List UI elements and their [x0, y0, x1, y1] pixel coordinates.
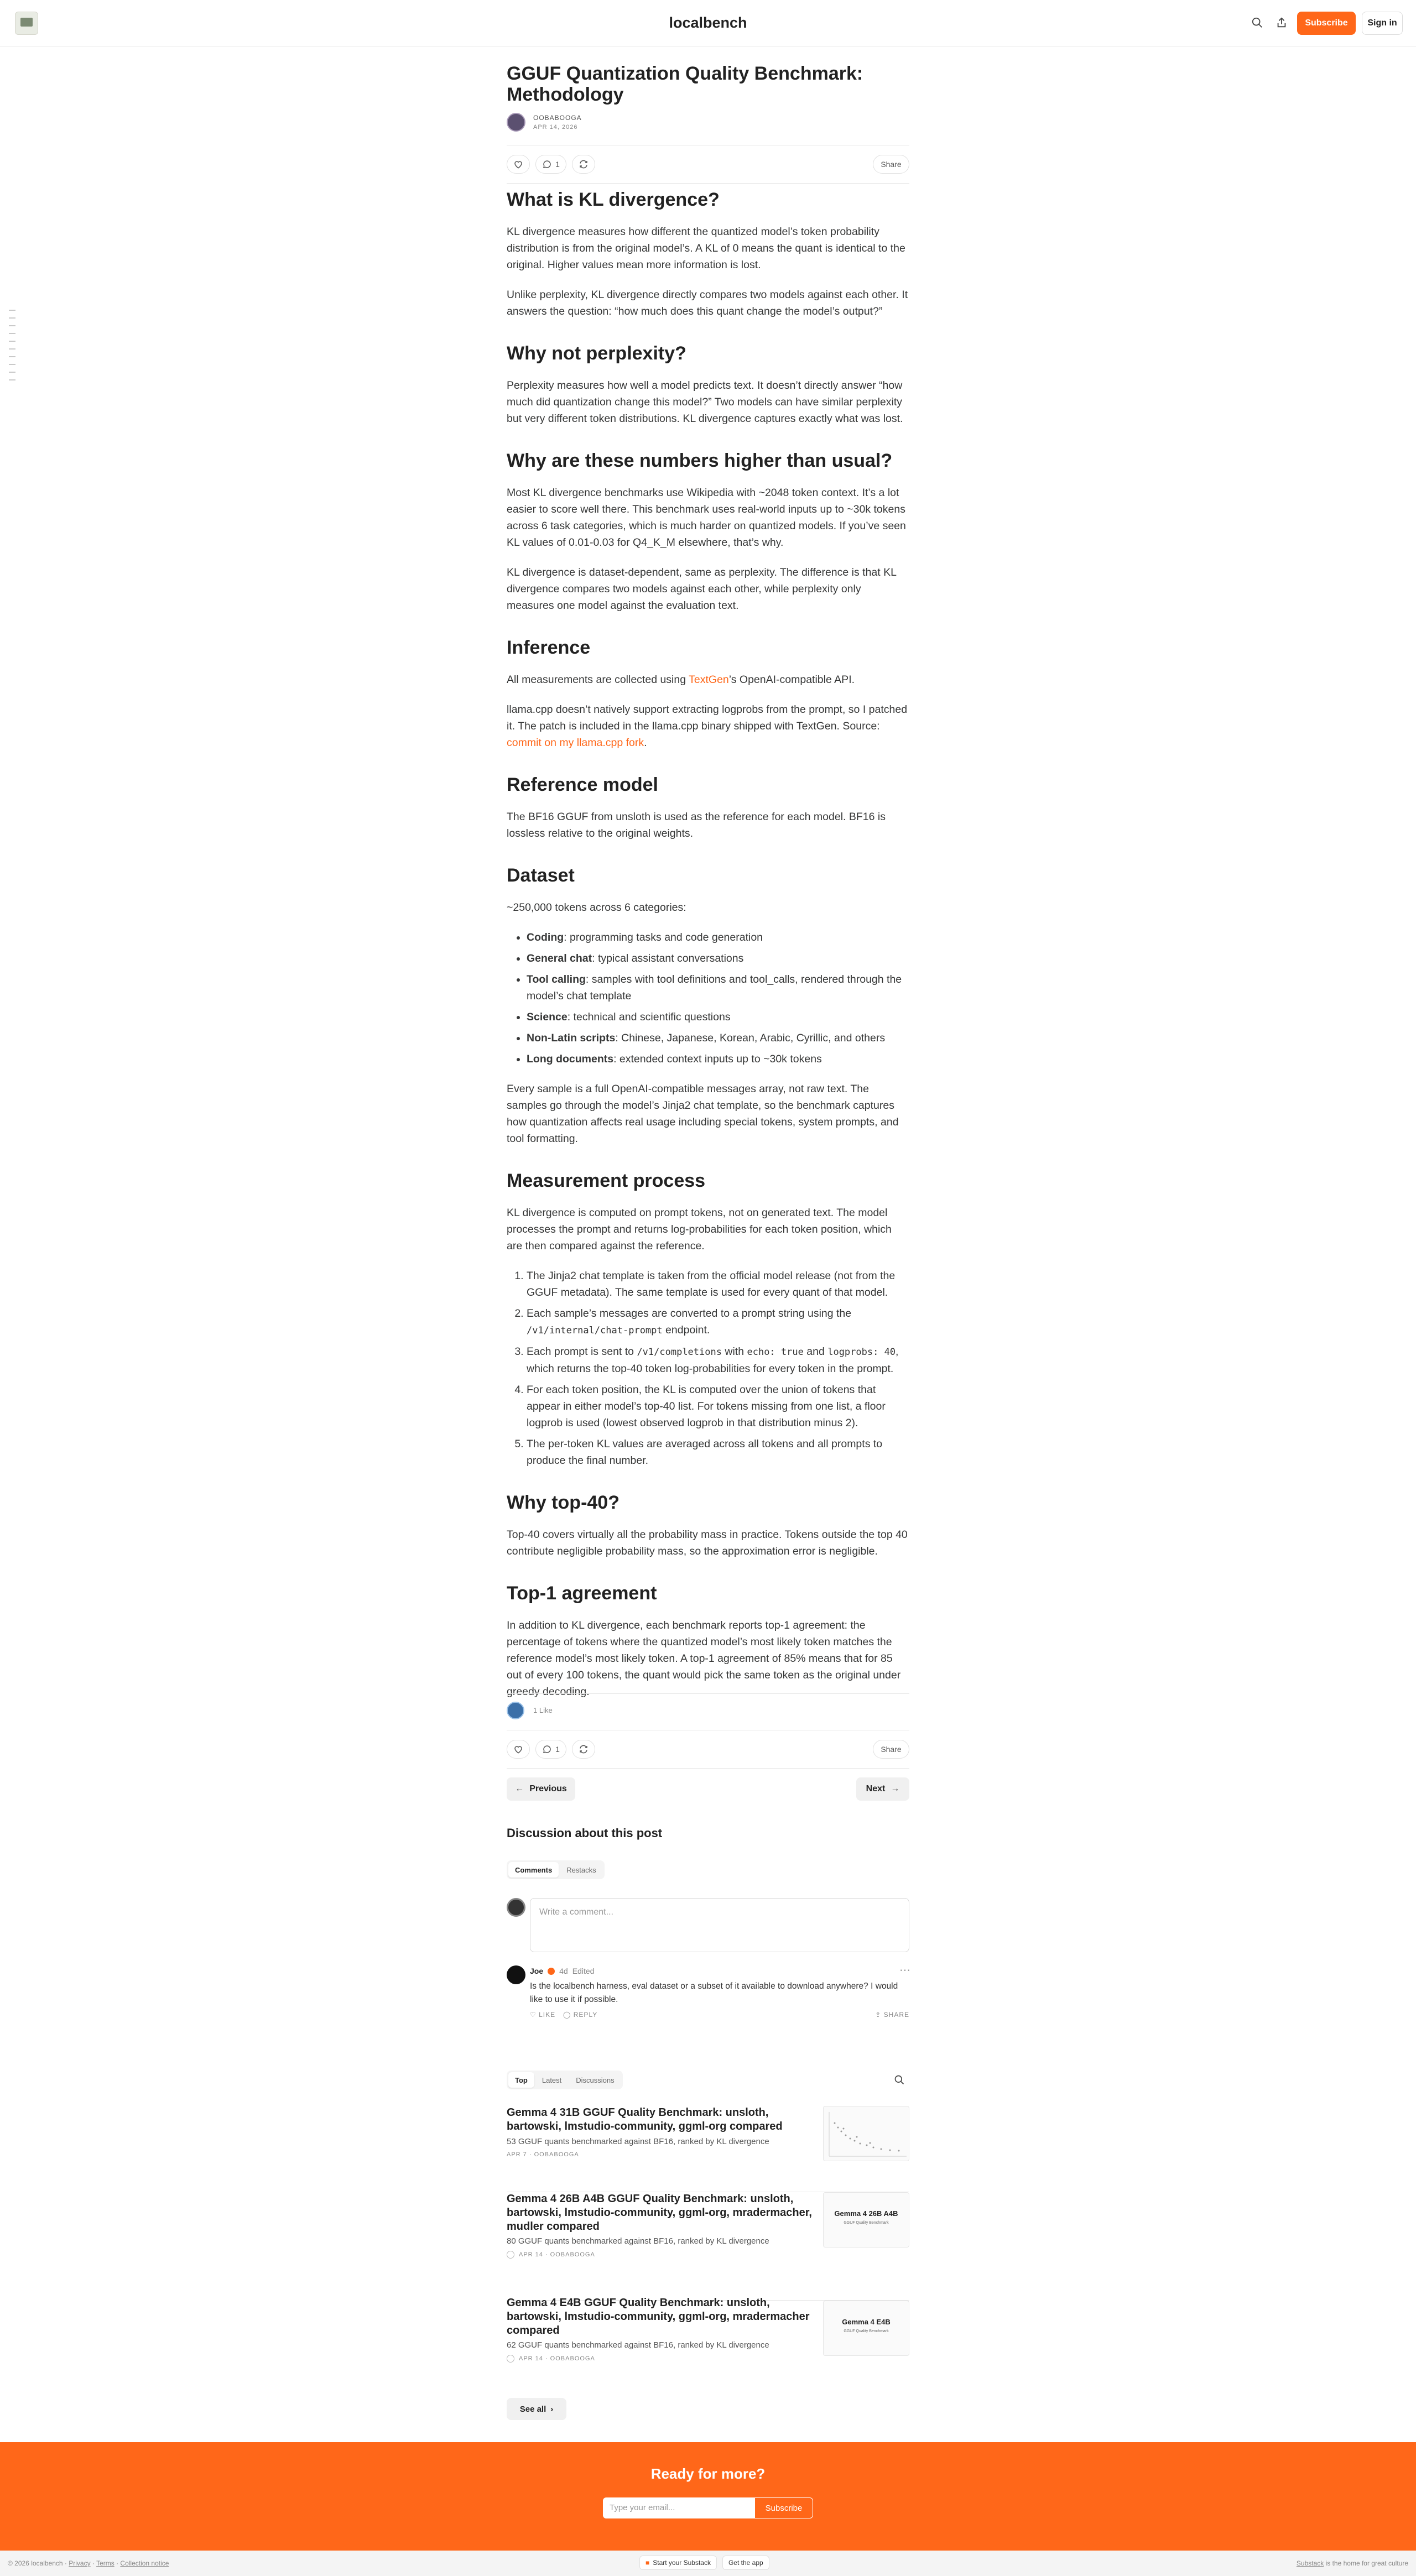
arrow-left-icon: ←	[515, 1784, 524, 1793]
comment-reply-button[interactable]: ◯ REPLY	[563, 2011, 598, 2019]
list-item: 3. Each prompt is sent to /v1/completions with echo: true and logprobs: 40, which returns the top-40 token log-probabilities for every token in the prompt.	[527, 1343, 909, 1377]
search-icon[interactable]	[1248, 13, 1267, 32]
collection-notice-link[interactable]: Collection notice	[120, 2559, 169, 2567]
fork-commit-link[interactable]: commit on my llama.cpp fork	[507, 737, 644, 749]
restack-button[interactable]	[572, 155, 595, 174]
subscribe-button[interactable]: Subscribe	[1297, 12, 1356, 35]
post-title: GGUF Quantization Quality Benchmark: Methodology	[507, 63, 863, 105]
heading-inference: Inference	[507, 637, 591, 658]
post-action-bar-bottom	[507, 1730, 909, 1769]
list-item: 2. Each sample’s messages are converted to a prompt string using the /v1/internal/chat-prompt endpoint.	[527, 1305, 909, 1339]
feed-post-meta: APR 14 · OOBABOOGA	[507, 2355, 595, 2363]
table-of-contents-rail[interactable]	[9, 310, 17, 387]
feed-search-icon[interactable]	[889, 2071, 909, 2089]
terms-link[interactable]: Terms	[96, 2559, 114, 2567]
heading-reference-model: Reference model	[507, 774, 658, 795]
heading-measurement: Measurement process	[507, 1170, 706, 1191]
user-avatar	[507, 1898, 525, 1917]
liker-avatar[interactable]	[507, 1702, 524, 1719]
restack-icon	[579, 1744, 589, 1754]
list-item: • General chat: typical assistant conversations	[527, 950, 909, 967]
feed-post-title[interactable]: Gemma 4 31B GGUF Quality Benchmark: unsloth, bartowski, lmstudio-community, ggml-org compared	[507, 2106, 783, 2132]
substack-icon: ■	[645, 2559, 650, 2567]
paragraph: KL divergence measures how different the quantized model’s token probability distribution is from the original model’s. A KL of 0 means the quant is identical to the original. Higher values mean more information is lost.	[507, 226, 905, 271]
comment-input[interactable]: Write a comment...	[530, 1898, 909, 1952]
thumbnail-title: Gemma 4 26B A4B	[834, 2209, 898, 2218]
like-button[interactable]	[507, 1740, 530, 1759]
tab-discussions[interactable]: Discussions	[576, 2076, 615, 2084]
site-title[interactable]: localbench	[669, 14, 747, 31]
feed-post-subtitle: 53 GGUF quants benchmarked against BF16, ranked by KL divergence	[507, 2137, 769, 2146]
comment-time[interactable]: 4d	[559, 1967, 568, 1975]
comment-header	[530, 1967, 594, 1975]
feed-post-meta: APR 14 · OOBABOOGA	[507, 2251, 595, 2259]
share-button[interactable]: Share	[873, 155, 909, 174]
tab-comments[interactable]: Comments	[508, 1862, 559, 1878]
subscriber-badge-icon	[548, 1968, 555, 1975]
list-item: 4. For each token position, the KL is computed over the union of tokens that appear in either model’s top-40 list. For tokens missing from one list, a floor logprob is used (lowest observed logprob in that distribution minus 2).	[527, 1381, 909, 1431]
restack-icon	[579, 159, 589, 169]
chevron-right-icon: ›	[550, 2404, 554, 2414]
comment-like-button[interactable]: ♡ LIKE	[530, 2011, 556, 2019]
restack-button[interactable]	[572, 1740, 595, 1759]
heading-top40: Why top-40?	[507, 1492, 620, 1513]
paragraph: Most KL divergence benchmarks use Wikipedia with ~2048 token context. It’s a lot easier to score well there. This benchmark uses real-world inputs up to ~30k tokens across 6 task categories, which is much harder on quantized models. If you’ve seen KL values of 0.01-0.03 for Q4_K_M elsewhere, that’s why.	[507, 487, 906, 549]
comment-share-button[interactable]: ⇪ SHARE	[875, 2011, 909, 2019]
comment-edited: Edited	[572, 1967, 595, 1975]
top-bar	[0, 0, 1416, 46]
heading-dataset: Dataset	[507, 865, 575, 886]
previous-post-button[interactable]: ← Previous	[507, 1777, 575, 1801]
heading-perplexity: Why not perplexity?	[507, 343, 686, 364]
commenter-avatar[interactable]	[507, 1965, 525, 1984]
paragraph: ~250,000 tokens across 6 categories:	[507, 901, 686, 914]
heart-icon	[513, 159, 523, 169]
like-button[interactable]	[507, 155, 530, 174]
get-app-button[interactable]: Get the app	[722, 2556, 769, 2570]
scatter-thumbnail-icon	[824, 2106, 909, 2161]
likes-row	[507, 1693, 909, 1728]
footer-buttons	[639, 2556, 769, 2570]
comment-icon	[542, 159, 552, 169]
list-item: 1. The Jinja2 chat template is taken from the official model release (not from the GGUF metadata). The same template is used for every quant of that model.	[527, 1268, 909, 1301]
comments-button[interactable]	[535, 1740, 566, 1759]
tab-top[interactable]: Top	[508, 2072, 534, 2088]
thumbnail-subtitle: GGUF Quality Benchmark	[844, 2329, 889, 2333]
feed-post-subtitle: 80 GGUF quants benchmarked against BF16, ranked by KL divergence	[507, 2236, 769, 2246]
feed-post[interactable]	[507, 2106, 909, 2192]
next-post-button[interactable]: Next →	[856, 1777, 909, 1801]
heading-top1: Top-1 agreement	[507, 1583, 657, 1604]
author-name[interactable]: OOBABOOGA	[533, 114, 582, 122]
post-date: APR 14, 2026	[533, 124, 578, 131]
footer-tagline: Substack is the home for great culture	[1296, 2559, 1408, 2567]
list-item: • Coding: programming tasks and code generation	[527, 929, 909, 946]
feed-post-title[interactable]: Gemma 4 26B A4B GGUF Quality Benchmark: unsloth, bartowski, lmstudio-community, ggml-org, mradermacher, mudler compared	[507, 2193, 812, 2233]
like-count[interactable]: 1 Like	[533, 1706, 553, 1714]
comments-button[interactable]	[535, 155, 566, 174]
share-icon[interactable]	[1272, 13, 1291, 32]
cta-title: Ready for more?	[650, 2465, 766, 2482]
paragraph: KL divergence is computed on prompt tokens, not on generated text. The model processes the prompt and returns log-probabilities for each token position, which are then compared against the reference.	[507, 1207, 892, 1252]
comment-count: 1	[555, 1745, 560, 1754]
privacy-link[interactable]: Privacy	[69, 2559, 91, 2567]
more-options-icon[interactable]: ⋯	[899, 1964, 910, 1977]
cta-subscribe-button[interactable]: Subscribe	[754, 2497, 813, 2518]
textgen-link[interactable]: TextGen	[689, 674, 729, 686]
feed-post-thumbnail[interactable]	[823, 2301, 909, 2356]
comment-count: 1	[555, 160, 560, 169]
list-item: • Non-Latin scripts: Chinese, Japanese, Korean, Arabic, Cyrillic, and others	[527, 1030, 909, 1046]
author-avatar[interactable]	[507, 113, 525, 132]
heading-kl: What is KL divergence?	[507, 189, 720, 210]
start-substack-button[interactable]: ■ Start your Substack	[639, 2556, 717, 2570]
paragraph: In addition to KL divergence, each benchmark reports top-1 agreement: the percentage of tokens where the quantized model’s most likely token matches the reference model’s most likely token. A top-1 agreement of 85% means that for 85 out of every 100 tokens, the quant would pick the same token as the original under greedy decoding.	[507, 1619, 901, 1698]
footer-links: © 2026 localbench · Privacy · Terms · Collection notice	[8, 2559, 169, 2567]
list-item: 5. The per-token KL values are averaged across all tokens and all prompts to produce the final number.	[527, 1436, 909, 1469]
discussion-tabs	[507, 1860, 605, 1879]
feed-post-title[interactable]: Gemma 4 E4B GGUF Quality Benchmark: unsloth, bartowski, lmstudio-community, ggml-org, mradermacher compared	[507, 2297, 810, 2337]
thumbnail-subtitle: GGUF Quality Benchmark	[844, 2221, 889, 2225]
heading-higher-numbers: Why are these numbers higher than usual?	[507, 450, 893, 471]
author-mini-avatar	[507, 2355, 514, 2363]
feed-post-thumbnail[interactable]	[823, 2106, 909, 2161]
list-item: • Science: technical and scientific questions	[527, 1009, 909, 1025]
feed-post[interactable]	[507, 2296, 909, 2385]
see-all-button[interactable]: See all ›	[507, 2398, 566, 2420]
footer	[0, 2551, 1416, 2576]
tab-restacks[interactable]: Restacks	[566, 1865, 596, 1874]
paragraph: Top-40 covers virtually all the probability mass in practice. Tokens outside the top 40 contribute negligible probability mass, so the approximation error is negligible.	[507, 1529, 908, 1557]
tab-latest[interactable]: Latest	[542, 2076, 562, 2084]
paragraph: KL divergence is dataset-dependent, same as perplexity. The difference is that KL divergence compares two models against each other, while perplexity only measures one model against the evaluation text.	[507, 566, 897, 612]
post-action-bar	[507, 145, 909, 184]
paragraph: All measurements are collected using TextGen’s OpenAI-compatible API.	[507, 674, 855, 686]
paragraph: Unlike perplexity, KL divergence directly compares two models against each other. It answers the question: “how much does this quant change the model’s output?”	[507, 289, 908, 317]
heart-icon	[513, 1744, 523, 1754]
subscribe-cta	[0, 2442, 1416, 2551]
steps-list	[507, 1268, 909, 1469]
article-body	[507, 188, 909, 1713]
substack-link[interactable]: Substack	[1296, 2559, 1324, 2567]
discussion-title: Discussion about this post	[507, 1826, 663, 1840]
email-field[interactable]: Type your email...	[603, 2497, 754, 2518]
paragraph: llama.cpp doesn’t natively support extracting logprobs from the prompt, so I patched it. The patch is included in the llama.cpp binary shipped with TextGen. Source: commit on my llama.cpp fork.	[507, 703, 908, 749]
commenter-name[interactable]: Joe	[530, 1967, 544, 1975]
paragraph: Every sample is a full OpenAI-compatible messages array, not raw text. The samples go through the model’s Jinja2 chat template, so the benchmark captures how quantization affects real usage including special tokens, system prompts, and tool formatting.	[507, 1083, 899, 1145]
arrow-right-icon: →	[891, 1784, 900, 1793]
sign-in-button[interactable]: Sign in	[1362, 12, 1403, 35]
comment-body: Is the localbench harness, eval dataset or a subset of it available to download anywhere? I would like to use it if possible.	[530, 1981, 898, 2004]
list-item: • Tool calling: samples with tool definitions and tool_calls, rendered through the model’s chat template	[527, 971, 909, 1004]
paragraph: Perplexity measures how well a model predicts text. It doesn’t directly answer “how much did quantization change this model?” Two models can have similar perplexity but very different token distributions. KL divergence captures exactly what was lost.	[507, 379, 903, 425]
category-list	[507, 929, 909, 1067]
paragraph: The BF16 GGUF from unsloth is used as the reference for each model. BF16 is lossless relative to the original weights.	[507, 811, 886, 839]
comment-icon	[542, 1744, 552, 1754]
feed-post-meta: APR 7 · OOBABOOGA	[507, 2151, 579, 2158]
feed-post-thumbnail[interactable]	[823, 2192, 909, 2248]
author-mini-avatar	[507, 2251, 514, 2259]
feed-post-subtitle: 62 GGUF quants benchmarked against BF16, ranked by KL divergence	[507, 2340, 769, 2350]
share-button[interactable]: Share	[873, 1740, 909, 1759]
thumbnail-title: Gemma 4 E4B	[842, 2318, 891, 2326]
list-item: • Long documents: extended context inputs up to ~30k tokens	[527, 1051, 909, 1067]
feed-tabs	[507, 2071, 623, 2089]
feed-post[interactable]	[507, 2192, 909, 2301]
